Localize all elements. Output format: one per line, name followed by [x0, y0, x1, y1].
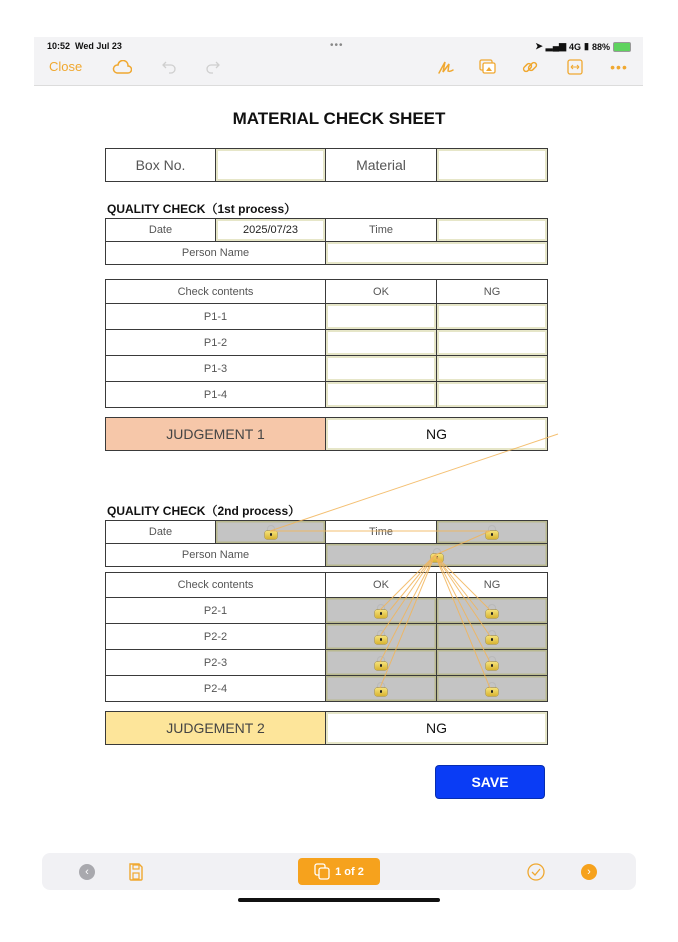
more-icon[interactable]: ••• [610, 59, 628, 75]
status-indicators [535, 41, 631, 52]
box-no-label: Box No. [106, 149, 216, 182]
battery-icon [613, 42, 631, 52]
lock-icon [431, 548, 443, 562]
p2-ng-field-locked[interactable] [437, 676, 548, 702]
lock-icon [375, 682, 387, 696]
p1-person-label: Person Name [106, 242, 326, 265]
process1-heading: QUALITY CHECK（1st process） [107, 202, 297, 216]
process1-info-table [105, 218, 548, 265]
lock-icon [486, 656, 498, 670]
table-row [106, 650, 548, 676]
p1-time-field[interactable] [437, 219, 548, 242]
status-date: Wed Jul 23 [75, 41, 122, 51]
p2-row-label: P2-2 [106, 624, 326, 650]
save-document-icon[interactable] [128, 863, 144, 886]
p1-ok-field[interactable] [326, 356, 437, 382]
p1-ok-field[interactable] [326, 382, 437, 408]
p2-col-check: Check contents [106, 573, 326, 598]
lock-icon [375, 630, 387, 644]
lock-icon [486, 604, 498, 618]
cloud-icon[interactable] [111, 57, 133, 77]
previous-page-icon[interactable]: ‹ [79, 864, 95, 880]
signature-icon[interactable] [435, 57, 457, 77]
p2-date-label: Date [106, 521, 216, 544]
checkmark-icon[interactable] [527, 863, 545, 886]
process2-heading: QUALITY CHECK（2nd process） [107, 504, 301, 518]
location-icon: ➤ [535, 41, 543, 51]
p1-ng-field[interactable] [437, 382, 548, 408]
page-indicator-button[interactable] [298, 858, 380, 885]
p1-time-label: Time [326, 219, 437, 242]
p2-ok-field-locked[interactable] [326, 676, 437, 702]
image-icon[interactable] [477, 57, 499, 77]
table-row [106, 598, 548, 624]
p2-row-label: P2-4 [106, 676, 326, 702]
p1-col-ok: OK [326, 280, 437, 304]
p2-ok-field-locked[interactable] [326, 650, 437, 676]
lock-icon [486, 630, 498, 644]
p1-person-field[interactable] [326, 242, 548, 265]
p1-row-label: P1-3 [106, 356, 326, 382]
p2-ok-field-locked[interactable] [326, 598, 437, 624]
table-row [106, 382, 548, 408]
judgement2-table [105, 711, 548, 745]
network-label: 4G [569, 41, 582, 52]
sim-icon: ▮ [584, 41, 589, 51]
table-row [106, 676, 548, 702]
process1-check-table [105, 279, 548, 408]
home-indicator [238, 898, 440, 902]
p2-person-label: Person Name [106, 544, 326, 567]
lock-icon [265, 525, 277, 539]
p1-ng-field[interactable] [437, 304, 548, 330]
p1-date-label: Date [106, 219, 216, 242]
p1-col-ng: NG [437, 280, 548, 304]
status-time-date [47, 41, 122, 51]
p2-time-label: Time [326, 521, 437, 544]
p1-row-label: P1-1 [106, 304, 326, 330]
p1-ng-field[interactable] [437, 356, 548, 382]
status-time: 10:52 [47, 41, 71, 51]
signal-icon: ▂▄▆ [545, 41, 567, 51]
lock-icon [375, 604, 387, 618]
p2-row-label: P2-1 [106, 598, 326, 624]
table-row [106, 356, 548, 382]
fit-width-icon[interactable] [564, 57, 586, 77]
p1-date-field[interactable]: 2025/07/23 [216, 219, 326, 242]
p2-ng-field-locked[interactable] [437, 624, 548, 650]
link-icon[interactable] [519, 57, 541, 77]
p1-col-check: Check contents [106, 280, 326, 304]
judgement1-value[interactable]: NG [326, 418, 548, 451]
lock-icon [375, 656, 387, 670]
judgement1-table [105, 417, 548, 451]
box-no-field[interactable] [216, 149, 326, 182]
table-row [106, 624, 548, 650]
p1-ok-field[interactable] [326, 330, 437, 356]
redo-icon[interactable] [202, 57, 224, 77]
p2-date-field-locked[interactable] [216, 521, 326, 544]
undo-icon[interactable] [158, 57, 180, 77]
p1-row-label: P1-2 [106, 330, 326, 356]
next-page-icon[interactable]: › [581, 864, 597, 880]
p2-ng-field-locked[interactable] [437, 598, 548, 624]
page-indicator-label: 1 of 2 [335, 865, 364, 878]
bottom-toolbar [42, 853, 636, 890]
multitasking-dots-icon[interactable]: ••• [330, 40, 344, 51]
table-row [106, 330, 548, 356]
p2-ng-field-locked[interactable] [437, 650, 548, 676]
top-toolbar [34, 37, 643, 86]
process2-check-table [105, 572, 548, 702]
p2-row-label: P2-3 [106, 650, 326, 676]
material-label: Material [326, 149, 437, 182]
lock-icon [486, 682, 498, 696]
table-row [106, 304, 548, 330]
process2-info-table [105, 520, 548, 567]
judgement1-label: JUDGEMENT 1 [106, 418, 326, 451]
p2-col-ok: OK [326, 573, 437, 598]
material-field[interactable] [437, 149, 548, 182]
p2-time-field-locked[interactable] [437, 521, 548, 544]
lock-icon [486, 525, 498, 539]
p2-ok-field-locked[interactable] [326, 624, 437, 650]
p2-person-field-locked[interactable] [326, 544, 548, 567]
header-table [105, 148, 548, 182]
battery-percent: 88% [591, 41, 610, 52]
pages-icon [314, 863, 330, 880]
p2-col-ng: NG [437, 573, 548, 598]
judgement2-value[interactable]: NG [326, 712, 548, 745]
p1-ok-field[interactable] [326, 304, 437, 330]
judgement2-label: JUDGEMENT 2 [106, 712, 326, 745]
close-button[interactable]: Close [49, 59, 83, 74]
save-button[interactable]: SAVE [436, 766, 544, 798]
p1-ng-field[interactable] [437, 330, 548, 356]
document-title: MATERIAL CHECK SHEET [232, 109, 446, 128]
p1-row-label: P1-4 [106, 382, 326, 408]
